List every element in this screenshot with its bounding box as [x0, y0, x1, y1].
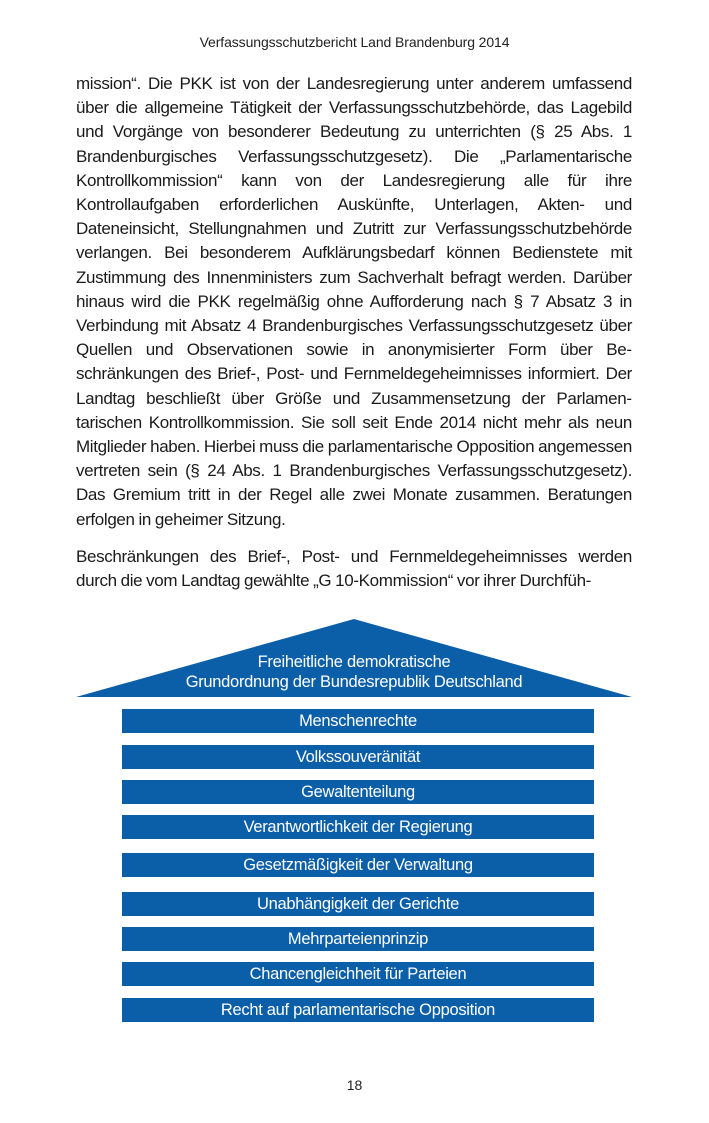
- roof-title-line-1: Freiheitliche demokratische: [257, 653, 451, 671]
- roof-title-line-2: Grundordnung der Bundesrepublik Deutschland: [185, 673, 523, 691]
- body-paragraph-2: Beschränkungen des Brief-, Post- und Fernmeldegeheimnisses werden durch die vom Landtag gewählte „G 10-Kommission“ vor ihrer Durchfüh-: [76, 547, 632, 591]
- pillar-menschenrechte: Menschenrechte: [122, 709, 594, 733]
- pillar-gewaltenteilung: Gewaltenteilung: [122, 780, 594, 804]
- body-paragraph-1: mission“. Die PKK ist von der Landesregierung unter anderem umfassend über die allgemeine Tätigkeit der Verfassungsschutzbehörde, das Lagebild und Vorgänge von besonderer Bedeutung zu unterrichten (§ 25 Abs. 1 Brandenburgisches Verfassungsschutzgesetz). Die „Parlamentarische Kontrollkommission“ kann von der Landesregierung alle für ihre Kontrollaufgaben erforderlichen Auskünfte, Unterlagen, Akten- und Dateneinsicht, Stellungnahmen und Zutritt zur Verfassungsschutzbehörde verlangen. Bei besonderem Aufklärungsbedarf können Bedienstete mit Zustimmung des Innenministers zum Sachverhalt befragt werden. Darüber hinaus wird die PKK regelmäßig ohne Aufforderung nach § 7 Absatz 3 in Verbindung mit Absatz 4 Brandenburgisches Verfassungsschutzgesetz über Quellen und Observationen sowie in anonymisierter Form über Beschränkungen des Brief-, Post- und Fernmeldegeheimnisses informiert. Der Landtag beschließt über Größe und Zusammensetzung der Parlamentarischen Kontrollkommission. Sie soll seit Ende 2014 nicht mehr als neun Mitglieder haben. Hierbei muss die parlamentarische Opposition angemessen vertreten sein (§ 24 Abs. 1 Brandenburgisches Verfassungsschutzgesetz). Das Gremium tritt in der Regel alle zwei Monate zusammen. Beratungen erfolgen in geheimer Sitzung.: [76, 74, 632, 529]
- running-header: Verfassungsschutzbericht Land Brandenburg 2014: [199, 34, 510, 50]
- diagram-roof-title: [76, 652, 632, 692]
- pillar-verantwortlichkeit-regierung: Verantwortlichkeit der Regierung: [122, 815, 594, 839]
- page-number: 18: [346, 1077, 363, 1093]
- pillar-gesetzmaessigkeit-verwaltung: Gesetzmäßigkeit der Verwaltung: [122, 853, 594, 877]
- pillar-parlamentarische-opposition: Recht auf parlamentarische Opposition: [122, 998, 594, 1022]
- pillar-volkssouveraenitaet: Volkssouveränität: [122, 745, 594, 769]
- pillar-chancengleichheit-parteien: Chancengleichheit für Parteien: [122, 962, 594, 986]
- pillar-mehrparteienprinzip: Mehrparteienprinzip: [122, 927, 594, 951]
- pillar-unabhaengigkeit-gerichte: Unabhängigkeit der Gerichte: [122, 892, 594, 916]
